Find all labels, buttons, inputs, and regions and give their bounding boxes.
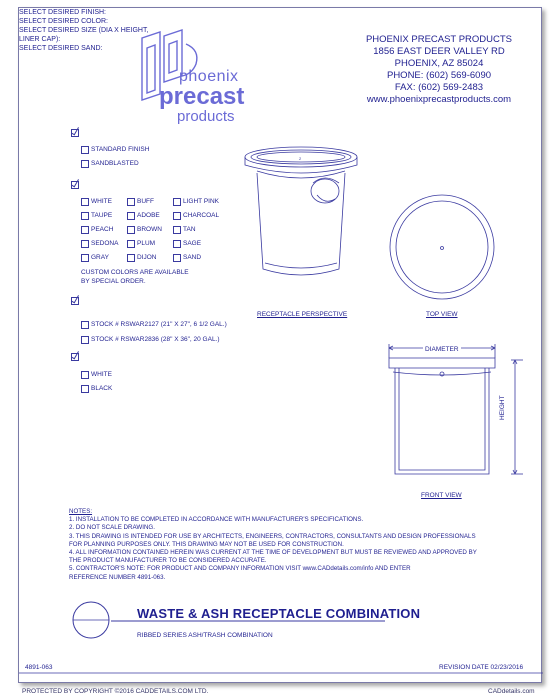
color-sedona-checkbox[interactable] — [81, 240, 89, 248]
finish-heading-checkbox[interactable] — [71, 129, 79, 137]
receptacle-perspective-drawing — [241, 143, 371, 293]
note-line: THE PRODUCT MANUFACTURER TO BE CONSIDERED ACCURATE. — [69, 557, 267, 565]
color-heading: SELECT DESIRED COLOR: — [19, 18, 108, 25]
color-peach-checkbox[interactable] — [81, 226, 89, 234]
finish-sandblasted-checkbox[interactable] — [81, 160, 89, 168]
logo-text-phoenix: phoenix — [179, 68, 239, 85]
custom-colors-note-1: CUSTOM COLORS ARE AVAILABLE — [81, 269, 189, 276]
finish-sandblasted-label: SANDBLASTED — [91, 160, 139, 167]
color-sage-checkbox[interactable] — [173, 240, 181, 248]
sand-heading-checkbox[interactable] — [71, 353, 79, 361]
color-tan-label: TAN — [183, 226, 196, 233]
company-info — [337, 34, 541, 106]
note-line: 3. THIS DRAWING IS INTENDED FOR USE BY ARCHITECTS, ENGINEERS, CONTRACTORS, CONSULTANTS AND DESIGN PROFESSIONALS — [69, 532, 476, 540]
receptacle-top-view-drawing — [387, 192, 497, 302]
finish-heading: SELECT DESIRED FINISH: — [19, 9, 107, 16]
color-adobe-label: ADOBE — [137, 212, 160, 219]
color-taupe-checkbox[interactable] — [81, 212, 89, 220]
note-line: FOR PLANNING PURPOSES ONLY. THIS DRAWING MAY NOT BE USED FOR CONSTRUCTION. — [69, 540, 344, 548]
company-address: 1856 EAST DEER VALLEY RD — [373, 46, 505, 57]
size-rswar2127-checkbox[interactable] — [81, 321, 89, 329]
color-sedona-label: SEDONA — [91, 240, 119, 247]
size-rswar2836-label: STOCK # RSWAR2836 (28" X 36", 20 GAL.) — [91, 336, 220, 343]
color-charcoal-checkbox[interactable] — [173, 212, 181, 220]
sand-heading: SELECT DESIRED SAND: — [19, 45, 103, 52]
finish-standard-label: STANDARD FINISH — [91, 146, 150, 153]
color-white-checkbox[interactable] — [81, 198, 89, 206]
size-heading-2: LINER CAP): — [19, 36, 61, 43]
color-sand-label: SAND — [183, 254, 202, 261]
note-line: 4. ALL INFORMATION CONTAINED HEREIN WAS CURRENT AT THE TIME OF DEVELOPMENT BUT MUST BE REVIEWED AND APPROVED BY — [69, 549, 477, 557]
sand-black-checkbox[interactable] — [81, 385, 89, 393]
height-label: HEIGHT — [499, 395, 506, 420]
color-buff-label: BUFF — [137, 198, 154, 205]
color-plum-label: PLUM — [137, 240, 156, 247]
size-rswar2127-label: STOCK # RSWAR2127 (21" X 27", 6 1/2 GAL.) — [91, 321, 227, 328]
front-view-label: FRONT VIEW — [421, 492, 462, 499]
color-brown-label: BROWN — [137, 226, 162, 233]
notes-heading: NOTES: — [69, 508, 93, 515]
note-line: REFERENCE NUMBER 4891-063. — [69, 573, 166, 581]
logo-text-products: products — [177, 108, 235, 125]
drawing-sheet — [18, 7, 542, 683]
note-line: 2. DO NOT SCALE DRAWING. — [69, 524, 155, 532]
color-tan-checkbox[interactable] — [173, 226, 181, 234]
color-sage-label: SAGE — [183, 240, 202, 247]
top-view-label: TOP VIEW — [426, 311, 458, 318]
drawing-title: WASTE & ASH RECEPTACLE COMBINATION — [137, 606, 421, 621]
diameter-label: DIAMETER — [425, 346, 459, 353]
drawing-subtitle: RIBBED SERIES ASH/TRASH COMBINATION — [137, 632, 273, 639]
reference-number: 4891-063 — [25, 664, 53, 671]
company-website[interactable]: www.phoenixprecastproducts.com — [366, 94, 512, 105]
color-dijon-label: DIJON — [137, 254, 157, 261]
svg-text:2: 2 — [299, 156, 302, 161]
size-rswar2836-checkbox[interactable] — [81, 336, 89, 344]
sand-white-label: WHITE — [91, 371, 112, 378]
caddetails-brand[interactable]: CADdetails.com — [488, 688, 535, 695]
color-gray-checkbox[interactable] — [81, 254, 89, 262]
notes-block — [69, 508, 477, 582]
receptacle-front-view-drawing — [383, 338, 533, 488]
color-adobe-checkbox[interactable] — [127, 212, 135, 220]
company-name: PHOENIX PRECAST PRODUCTS — [365, 34, 513, 45]
title-circle-symbol — [71, 600, 111, 640]
note-line: 5. CONTRACTOR'S NOTE: FOR PRODUCT AND COMPANY INFORMATION VISIT www.CADdetails.com/info AND ENTER — [69, 565, 411, 573]
note-line: 1. INSTALLATION TO BE COMPLETED IN ACCORDANCE WITH MANUFACTURER'S SPECIFICATIONS. — [69, 516, 364, 524]
color-buff-checkbox[interactable] — [127, 198, 135, 206]
size-heading-1: SELECT DESIRED SIZE (DIA X HEIGHT, — [19, 27, 149, 34]
company-phone: PHONE: (602) 569-6090 — [386, 70, 492, 81]
color-plum-checkbox[interactable] — [127, 240, 135, 248]
color-white-label: WHITE — [91, 198, 112, 205]
footer-rule — [19, 672, 543, 674]
finish-standard-checkbox[interactable] — [81, 146, 89, 154]
color-charcoal-label: CHARCOAL — [183, 212, 220, 219]
color-light-pink-checkbox[interactable] — [173, 198, 181, 206]
company-fax: FAX: (602) 569-2483 — [394, 82, 484, 93]
size-heading-checkbox[interactable] — [71, 297, 79, 305]
color-dijon-checkbox[interactable] — [127, 254, 135, 262]
color-gray-label: GRAY — [91, 254, 109, 261]
revision-date: REVISION DATE 02/23/2016 — [439, 664, 524, 671]
color-peach-label: PEACH — [91, 226, 114, 233]
color-sand-checkbox[interactable] — [173, 254, 181, 262]
color-light-pink-label: LIGHT PINK — [183, 198, 220, 205]
color-heading-checkbox[interactable] — [71, 181, 79, 189]
color-brown-checkbox[interactable] — [127, 226, 135, 234]
custom-colors-note-2: BY SPECIAL ORDER. — [81, 278, 146, 285]
sand-white-checkbox[interactable] — [81, 371, 89, 379]
perspective-view-label: RECEPTACLE PERSPECTIVE — [257, 311, 348, 318]
logo-text-precast: precast — [159, 83, 245, 110]
copyright-text: PROTECTED BY COPYRIGHT ©2016 CADDETAILS.COM LTD. — [22, 688, 209, 695]
company-city: PHOENIX, AZ 85024 — [394, 58, 484, 69]
sand-black-label: BLACK — [91, 385, 113, 392]
color-taupe-label: TAUPE — [91, 212, 113, 219]
